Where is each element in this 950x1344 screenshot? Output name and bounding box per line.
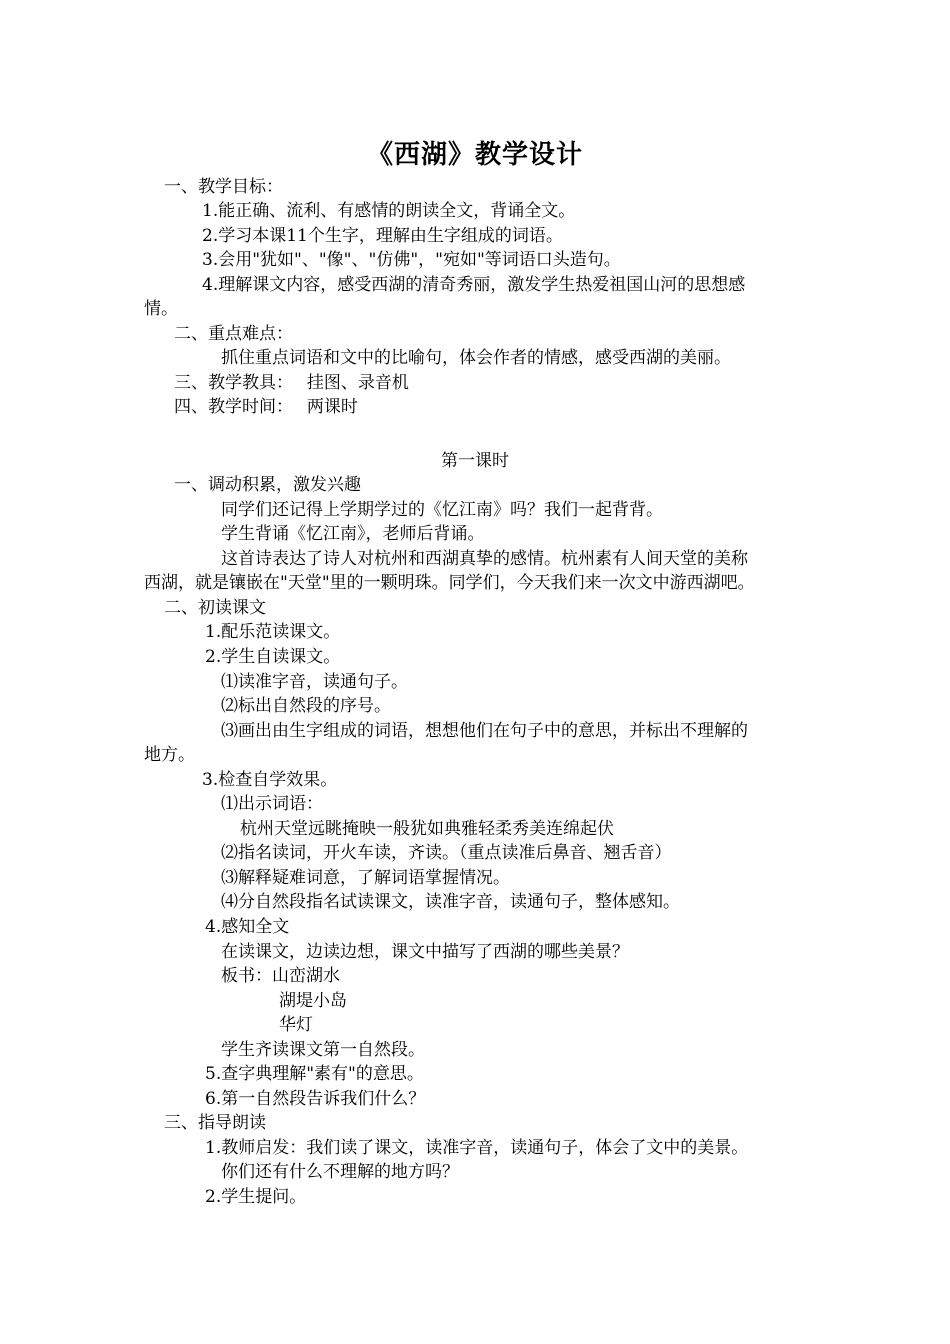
text-line: 1.教师启发：我们读了课文，读准字音，读通句子，体会了文中的美景。 — [205, 1138, 749, 1158]
text-line: 学生背诵《忆江南》，老师后背诵。 — [221, 524, 485, 544]
text-line: 2.学生自读课文。 — [205, 647, 341, 667]
text-line: 情。 — [144, 299, 178, 319]
text-line: ⑵指名读词，开火车读，齐读。（重点读准后鼻音、翘舌音） — [221, 843, 672, 863]
text-line: 1.能正确、流利、有感情的朗读全文，背诵全文。 — [202, 201, 576, 221]
text-line: 4.感知全文 — [205, 917, 290, 937]
text-line: 2.学习本课11个生字，理解由生字组成的词语。 — [202, 226, 563, 246]
text-line: 华灯 — [279, 1015, 313, 1035]
text-line: 你们还有什么不理解的地方吗？ — [221, 1162, 459, 1182]
text-line: 西湖，就是镶嵌在"天堂"里的一颗明珠。同学们，今天我们来一次文中游西湖吧。 — [144, 573, 755, 593]
section-heading: 三、指导朗读 — [164, 1113, 266, 1133]
text-line: 3.会用"犹如"、"像"、"仿佛"，"宛如"等词语口头造句。 — [202, 250, 621, 270]
text-line: ⑴出示词语： — [221, 794, 323, 814]
text-line: ⑶解释疑难词意，了解词语掌握情况。 — [221, 868, 510, 888]
section-heading-tools: 三、教学教具： 挂图、录音机 — [174, 373, 409, 393]
document-title: 《西湖》教学设计 — [366, 140, 583, 170]
text-line: 这首诗表达了诗人对杭州和西湖真挚的感情。杭州素有人间天堂的美称 — [221, 549, 748, 569]
section-heading-keypoints: 二、重点难点： — [174, 324, 293, 344]
section-heading-time: 四、教学时间： 两课时 — [174, 397, 358, 417]
lesson-heading: 第一课时 — [441, 451, 509, 471]
text-line: ⑴读准字音，读通句子。 — [221, 672, 408, 692]
text-line: 杭州天堂远眺掩映一般犹如典雅轻柔秀美连绵起伏 — [240, 819, 614, 839]
text-line: 抓住重点词语和文中的比喻句，体会作者的情感，感受西湖的美丽。 — [221, 348, 731, 368]
section-heading: 二、初读课文 — [164, 598, 266, 618]
text-line: ⑷分自然段指名试读课文，读准字音，读通句子，整体感知。 — [221, 892, 680, 912]
text-line: 同学们还记得上学期学过的《忆江南》吗？我们一起背背。 — [221, 500, 663, 520]
text-line: ⑶画出由生字组成的词语，想想他们在句子中的意思，并标出不理解的 — [221, 721, 748, 741]
text-line: 6.第一自然段告诉我们什么？ — [205, 1089, 426, 1109]
text-line: 3.检查自学效果。 — [202, 770, 338, 790]
text-line: 在读课文，边读边想，课文中描写了西湖的哪些美景？ — [221, 942, 629, 962]
text-line: 学生齐读课文第一自然段。 — [221, 1040, 425, 1060]
text-line: 板书：山峦湖水 — [221, 966, 340, 986]
text-line: 1.配乐范读课文。 — [205, 622, 341, 642]
section-heading: 一、调动积累，激发兴趣 — [174, 475, 361, 495]
text-line: 5.查字典理解"素有"的意思。 — [205, 1064, 424, 1084]
text-line: 2.学生提问。 — [205, 1187, 307, 1207]
text-line: 地方。 — [144, 745, 195, 765]
text-line: 4.理解课文内容，感受西湖的清奇秀丽，激发学生热爱祖国山河的思想感 — [202, 275, 746, 295]
text-line: ⑵标出自然段的序号。 — [221, 696, 391, 716]
text-line: 湖堤小岛 — [279, 991, 347, 1011]
section-heading-goals: 一、教学目标： — [164, 177, 283, 197]
